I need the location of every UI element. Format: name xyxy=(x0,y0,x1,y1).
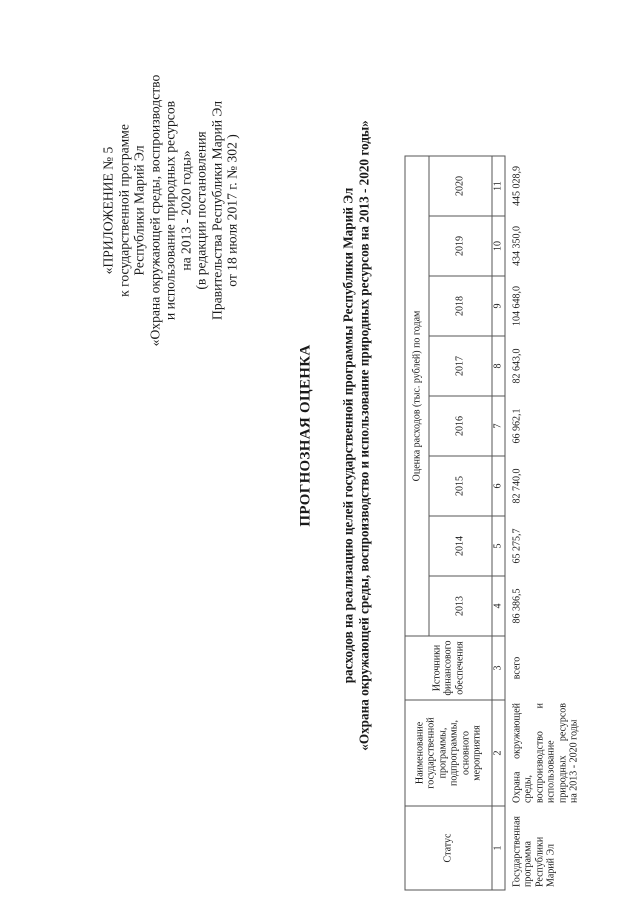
row-value: 104 648,0 xyxy=(510,285,522,326)
row-value: 445 028,9 xyxy=(510,165,522,206)
header-estimate: Оценка расходов (тыс. рублей) по годам xyxy=(405,156,429,636)
appendix-line: на 2013 - 2020 годы» xyxy=(177,149,193,271)
appendix-line: «ПРИЛОЖЕНИЕ № 5 xyxy=(100,146,115,274)
appendix-line: «Охрана окружающей среды, воспроизводство xyxy=(146,74,162,346)
header-program-name: Наименование государственной программы, подпрограммы, основного мероприятия xyxy=(405,700,492,806)
column-index: 9 xyxy=(492,276,505,336)
row-value: 65 275,7 xyxy=(510,528,522,563)
column-index: 11 xyxy=(492,156,505,216)
header-year: 2020 xyxy=(429,156,492,216)
column-index: 10 xyxy=(492,216,505,276)
column-index: 1 xyxy=(492,806,505,890)
column-index: 7 xyxy=(492,396,505,456)
title-line-1: расходов на реализацию целей государственной программы Республики Марий Эл xyxy=(340,187,355,683)
header-funding-sources: Источники финансового обеспечения xyxy=(405,636,492,700)
appendix-line: к государственной программе xyxy=(115,123,131,297)
row-value: 66 962,1 xyxy=(510,408,522,443)
column-index: 5 xyxy=(492,516,505,576)
row-program-name: Охрана окружающей среды, воспроизводство и использование природных ресурсов на 2013 - 2020 годы xyxy=(510,702,579,803)
appendix-line: и использование природных ресурсов xyxy=(162,100,177,320)
header-year: 2019 xyxy=(429,216,492,276)
row-value: 434 350,0 xyxy=(510,225,522,266)
document-title xyxy=(297,45,372,825)
header-year: 2017 xyxy=(429,336,492,396)
appendix-line: от 18 июля 2017 г. № 302 ) xyxy=(224,133,239,287)
header-year: 2013 xyxy=(429,576,492,636)
column-index: 2 xyxy=(492,700,505,806)
row-source: всего xyxy=(510,656,522,679)
appendix-line: Республики Марий Эл xyxy=(131,144,146,276)
table-row xyxy=(504,156,582,890)
row-value: 86 386,5 xyxy=(510,588,522,623)
header-status: Статус xyxy=(405,806,492,890)
column-index: 3 xyxy=(492,636,505,700)
row-value: 82 740,0 xyxy=(510,468,522,503)
header-year: 2016 xyxy=(429,396,492,456)
title-main: ПРОГНОЗНАЯ ОЦЕНКА xyxy=(297,343,313,527)
title-line-2: «Охрана окружающей среды, воспроизводство и использование природных ресурсов на 2013 - 2020 годы» xyxy=(356,119,371,751)
header-year: 2018 xyxy=(429,276,492,336)
estimate-table xyxy=(404,155,582,890)
appendix-header xyxy=(100,60,240,360)
header-year: 2015 xyxy=(429,456,492,516)
appendix-line: (в редакции постановления xyxy=(193,130,208,290)
appendix-line: Правительства Республики Марий Эл xyxy=(208,100,224,320)
row-status: Государственная программа Республики Марий Эл xyxy=(510,815,556,887)
column-index: 6 xyxy=(492,456,505,516)
row-value: 82 643,0 xyxy=(510,348,522,383)
column-index: 8 xyxy=(492,336,505,396)
column-index: 4 xyxy=(492,576,505,636)
header-year: 2014 xyxy=(429,516,492,576)
